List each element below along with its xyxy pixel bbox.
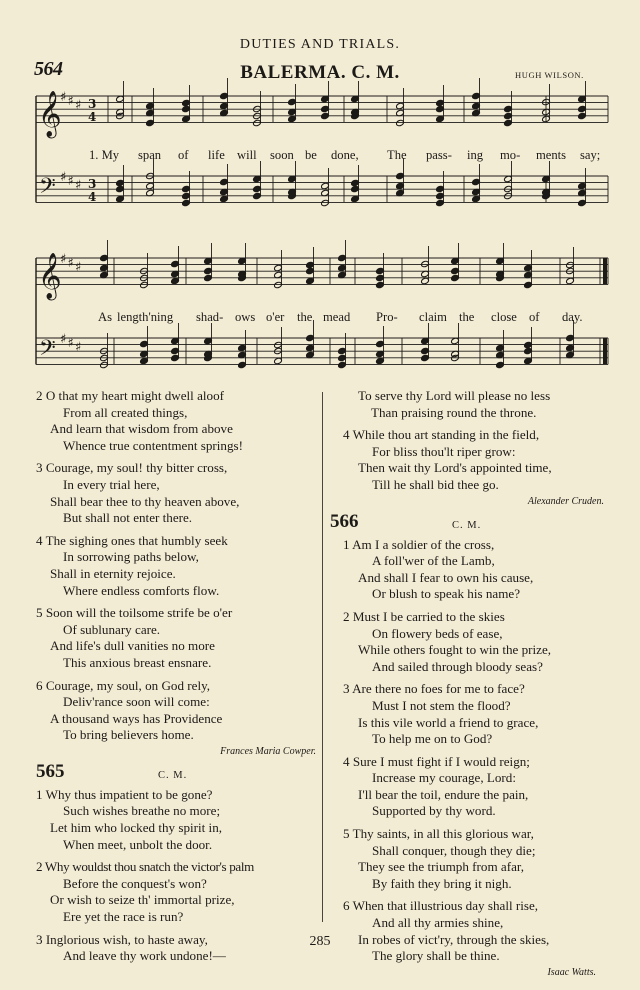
verse-line: Increase my courage, Lord: [372,770,516,786]
verse-line: Of sublunary care. [63,621,161,637]
stanza-565-3-continued [330,388,610,421]
stanza-564-2 [36,388,316,454]
sharp-icon: ♯ [60,252,67,267]
time-signature-top: 3 [88,177,97,191]
sharp-icon: ♯ [67,174,74,189]
lyric-syllable: claim [419,310,447,324]
verse-line: And sailed through bloody seas? [372,658,543,674]
lyric-syllable: span [138,148,162,162]
verse-line: Or blush to speak his name? [372,586,521,602]
author-credit-565: Alexander Cruden. [527,495,604,507]
verse-line: Shall in eternity rejoice. [50,565,176,581]
verse-line: And all thy armies shine, [372,915,504,931]
lyric-syllable: close [491,310,517,324]
lyrics-line-2 [98,310,583,324]
verse-line: And learn that wisdom from above [50,421,233,437]
lyric-syllable: As [98,310,112,324]
sharp-icon: ♯ [67,336,74,351]
verse-line: 5 Thy saints, in all this glorious war, [343,826,534,842]
author-credit-564: Frances Maria Cowper. [220,745,316,757]
sharp-icon: ♯ [67,256,74,271]
verse-line: This anxious breast ensnare. [63,654,212,670]
verse-line: 2 O that my heart might dwell aloof [36,388,224,403]
verse-line: Where endless comforts flow. [63,582,220,598]
stanza-564-5 [36,605,316,671]
stanza-566-5 [330,826,610,892]
verse-line: Such wishes breathe no more; [63,803,221,819]
right-column [330,388,610,980]
sharp-icon: ♯ [60,90,67,105]
lyric-syllable: mead [323,310,351,324]
stanza-564-4 [36,533,316,599]
verse-line: And shall I fear to own his cause, [358,569,534,585]
time-signature-bottom: 4 [88,110,97,124]
verse-line: And life's dull vanities no more [50,638,215,654]
verse-line: In every trial here, [63,476,160,492]
verse-line: In robes of vict'ry, through the skies, [358,931,550,947]
stanza-566-6 [330,898,610,964]
stanza-565-4 [330,427,610,493]
verse-line: 5 Soon will the toilsome strife be o'er [36,605,233,621]
verse-line: To help me on to God? [372,731,493,747]
verse-line: 4 The sighing ones that humbly seek [36,532,228,548]
lyric-syllable: of [529,310,540,324]
sharp-icon: ♯ [75,178,82,193]
verse-line: Shall conquer, though they die; [372,842,536,858]
verse-line: But shall not enter there. [63,510,193,526]
verse-line: Before the conquest's won? [63,875,207,891]
lyric-syllable: soon [270,148,294,162]
verse-line: To bring believers home. [63,727,194,743]
lyric-syllable: the [297,310,313,324]
treble-clef-icon: 𝄞 [38,91,62,137]
verse-line: And leave thy work undone!— [63,948,226,964]
verse-line: Than praising round the throne. [371,404,537,420]
treble-clef-icon: 𝄞 [38,253,62,299]
verse-line: 1 Am I a soldier of the cross, [343,536,495,552]
stanza-566-3 [330,681,610,747]
verse-line: Till he shall bid thee go. [372,476,499,492]
author-credit-566: Isaac Watts. [547,966,596,978]
sharp-icon: ♯ [67,94,74,109]
lyric-syllable: o'er [266,310,285,324]
bass-clef-icon: 𝄢 [39,336,56,366]
verse-line: I'll bear the toil, endure the pain, [358,786,529,802]
verse-line: In sorrowing paths below, [63,549,199,565]
hymn-header-566 [330,510,610,537]
verse-line: 1 Why thus impatient to be gone? [36,786,213,802]
lyric-syllable: the [459,310,475,324]
hymn-meter-565: C. M. [158,769,188,781]
sharp-icon: ♯ [75,260,82,275]
verse-line: 3 Courage, my soul! thy bitter cross, [36,460,228,476]
sharp-icon: ♯ [60,170,67,185]
lyric-syllable: be [305,148,317,162]
verse-line: Supported by thy word. [372,803,496,819]
stanza-565-2 [36,859,316,925]
stanza-566-2 [330,609,610,675]
column-divider [322,392,323,922]
lyric-syllable: of [178,148,189,162]
verse-line: Shall bear thee to thy heaven above, [50,493,240,509]
verse-line: Let him who locked thy spirit in, [50,820,223,836]
verse-line: Then wait thy Lord's appointed time, [358,460,552,476]
verse-line: They see the triumph from afar, [358,859,524,875]
sharp-icon: ♯ [75,340,82,355]
verse-line: When meet, unbolt the door. [63,836,213,852]
composer-credit: HUGH WILSON. [515,70,584,80]
bass-clef-icon: 𝄢 [39,174,56,204]
lyrics-line-1 [89,148,600,162]
lyric-syllable: day. [562,310,583,324]
verse-line: To serve thy Lord will please no less [358,388,551,403]
verse-line: Or wish to seize th' immortal prize, [50,892,235,908]
lyric-syllable: length'ning [117,310,174,324]
stanza-566-4 [330,754,610,820]
lyric-syllable: pass- [426,148,452,162]
verse-line: The glory shall be thine. [372,948,500,964]
sharp-icon: ♯ [60,332,67,347]
tune-name: BALERMA. C. M. [240,62,400,83]
lyric-syllable: The [387,148,407,162]
time-signature-bottom: 4 [88,190,97,204]
hymn-meter-566: C. M. [452,519,482,531]
lyric-syllable: ing [467,148,484,162]
verse-line: On flowery beds of ease, [372,625,503,641]
verse-line: 4 Sure I must fight if I would reign; [343,753,530,769]
verse-line: 4 While thou art standing in the field, [343,427,540,443]
lyric-syllable: mo- [500,148,521,162]
stanza-566-1 [330,537,610,603]
hymn-number-566: 566 [330,510,359,532]
lyric-syllable: ows [235,310,256,324]
time-signature-top: 3 [88,97,97,111]
verse-line: For bliss thou'lt riper grow: [372,443,516,459]
stanza-564-3 [36,460,316,526]
verse-line: Deliv'rance soon will come: [63,694,210,710]
verse-line: By faith they bring it nigh. [372,875,512,891]
left-column [36,388,316,965]
lyric-syllable: life [208,148,225,162]
lyric-syllable: ments [536,148,567,162]
verse-line: Whence true contentment springs! [63,437,243,453]
verse-line: A foll'wer of the Lamb, [372,553,495,569]
lyric-syllable: say; [580,148,601,162]
verse-line: From all created things, [63,404,188,420]
verse-line: 2 Why wouldst thou snatch the victor's palm [36,859,254,875]
verse-line: 6 When that illustrious day shall rise, [343,898,539,914]
verse-line: While others fought to win the prize, [358,642,552,658]
verse-line: Ere yet the race is run? [63,909,184,925]
hymn-number-564: 564 [34,58,63,80]
lyric-syllable: done, [331,148,359,162]
lyric-syllable: shad- [196,310,224,324]
sharp-icon: ♯ [75,98,82,113]
lyric-syllable: Pro- [376,310,398,324]
stanza-565-1 [36,787,316,853]
verse-line: 3 Inglorious wish, to haste away, [36,931,208,947]
hymn-header-565 [36,760,316,787]
verse-line: 6 Courage, my soul, on God rely, [36,677,211,693]
verse-line: 3 Are there no foes for me to face? [343,681,525,697]
lyric-syllable: 1. My [89,148,120,162]
verse-line: Must I not stem the flood? [372,697,511,713]
running-head: DUTIES AND TRIALS. [239,37,401,52]
verse-line: 2 Must I be carried to the skies [343,608,505,624]
music-score [0,0,640,390]
page-number: 285 [309,934,331,949]
stanza-564-6 [36,678,316,744]
hymn-number-565: 565 [36,760,65,782]
verse-line: A thousand ways has Providence [50,710,223,726]
verse-line: Is this vile world a friend to grace, [358,714,539,730]
lyric-syllable: will [237,148,257,162]
